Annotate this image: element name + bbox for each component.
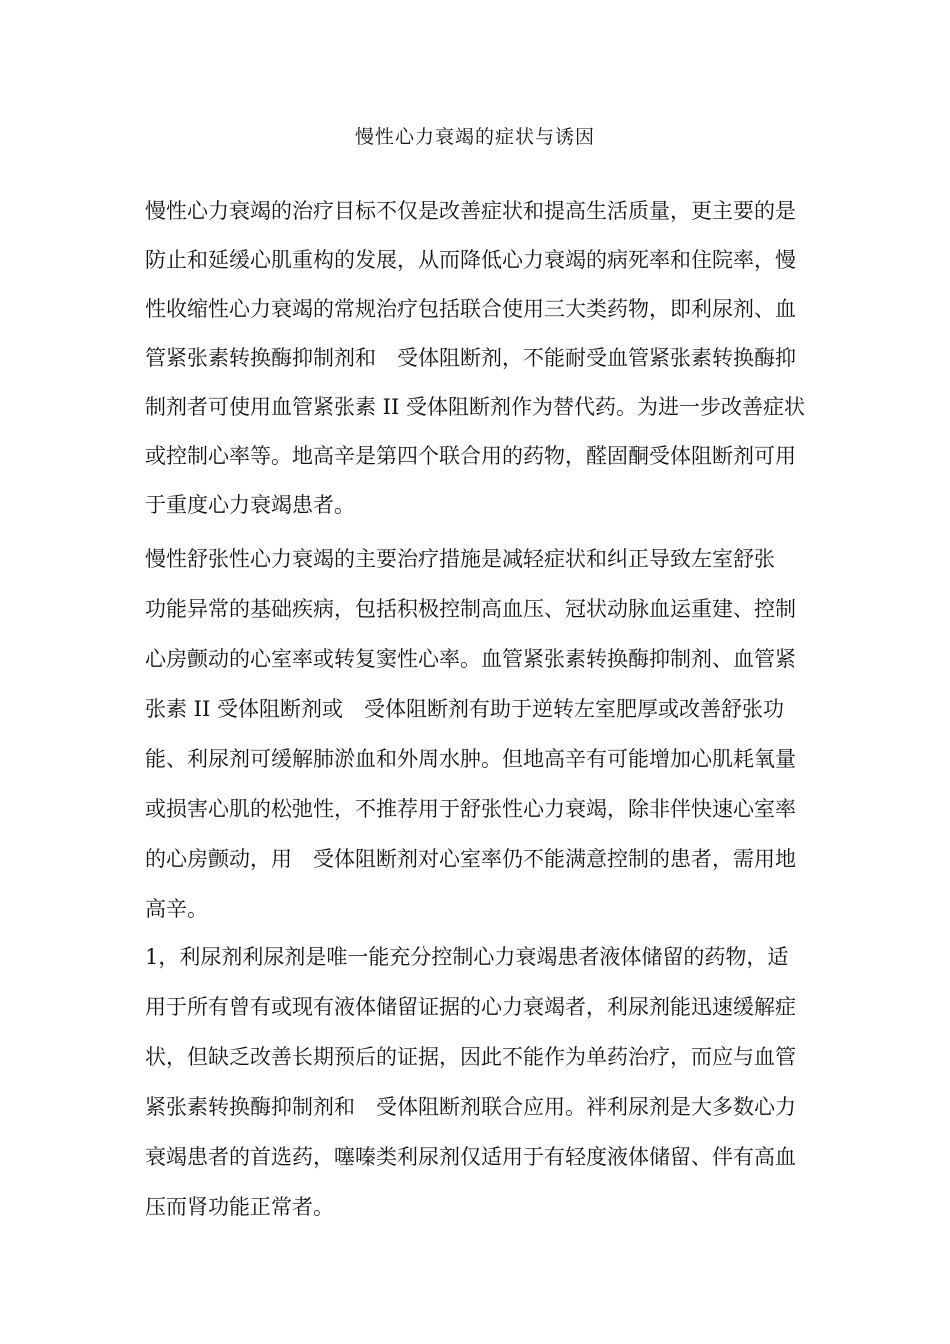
text-line: 心房颤动的心室率或转复窦性心率。血管紧张素转换酶抑制剂、血管紧 [145, 647, 796, 671]
text-line: 能、利尿剂可缓解肺淤血和外周水肿。但地高辛有可能增加心肌耗氧量 [145, 747, 796, 771]
text-line: 高辛。 [145, 897, 208, 921]
text-line: 管紧张素转换酶抑制剂和 受体阻断剂，不能耐受血管紧张素转换酶抑 [145, 346, 796, 370]
text-line: 张素 II 受体阻断剂或 受体阻断剂有助于逆转左室肥厚或改善舒张功 [145, 697, 784, 721]
text-line: 状，但缺乏改善长期预后的证据，因此不能作为单药治疗，而应与血管 [145, 1045, 796, 1069]
text-line: 1，利尿剂利尿剂是唯一能充分控制心力衰竭患者液体储留的药物，适 [145, 945, 789, 969]
text-line: 紧张素转换酶抑制剂和 受体阻断剂联合应用。袢利尿剂是大多数心力 [145, 1095, 796, 1119]
text-line: 性收缩性心力衰竭的常规治疗包括联合使用三大类药物，即利尿剂、血 [145, 297, 796, 321]
page-title: 慢性心力衰竭的症状与诱因 [354, 126, 595, 148]
text-line: 或损害心肌的松弛性，不推荐用于舒张性心力衰竭，除非伴快速心室率 [145, 797, 796, 821]
text-line: 的心房颤动，用 受体阻断剂对心室率仍不能满意控制的患者，需用地 [145, 847, 796, 871]
text-line: 衰竭患者的首选药，噻嗪类利尿剂仅适用于有轻度液体储留、伴有高血 [145, 1145, 796, 1169]
text-line: 制剂者可使用血管紧张素 II 受体阻断剂作为替代药。为进一步改善症状 [145, 395, 805, 419]
text-line: 压而肾功能正常者。 [145, 1195, 334, 1219]
text-line: 或控制心率等。地高辛是第四个联合用的药物，醛固酮受体阻断剂可用 [145, 444, 796, 468]
text-line: 防止和延缓心肌重构的发展，从而降低心力衰竭的病死率和住院率，慢 [145, 248, 796, 272]
text-line: 慢性舒张性心力衰竭的主要治疗措施是减轻症状和纠正导致左室舒张 [145, 547, 775, 571]
text-line: 于重度心力衰竭患者。 [145, 493, 355, 517]
text-line: 功能异常的基础疾病，包括积极控制高血压、冠状动脉血运重建、控制 [145, 597, 796, 621]
text-line: 用于所有曾有或现有液体储留证据的心力衰竭者，利尿剂能迅速缓解症 [145, 995, 796, 1019]
text-line: 慢性心力衰竭的治疗目标不仅是改善症状和提高生活质量，更主要的是 [145, 199, 796, 223]
